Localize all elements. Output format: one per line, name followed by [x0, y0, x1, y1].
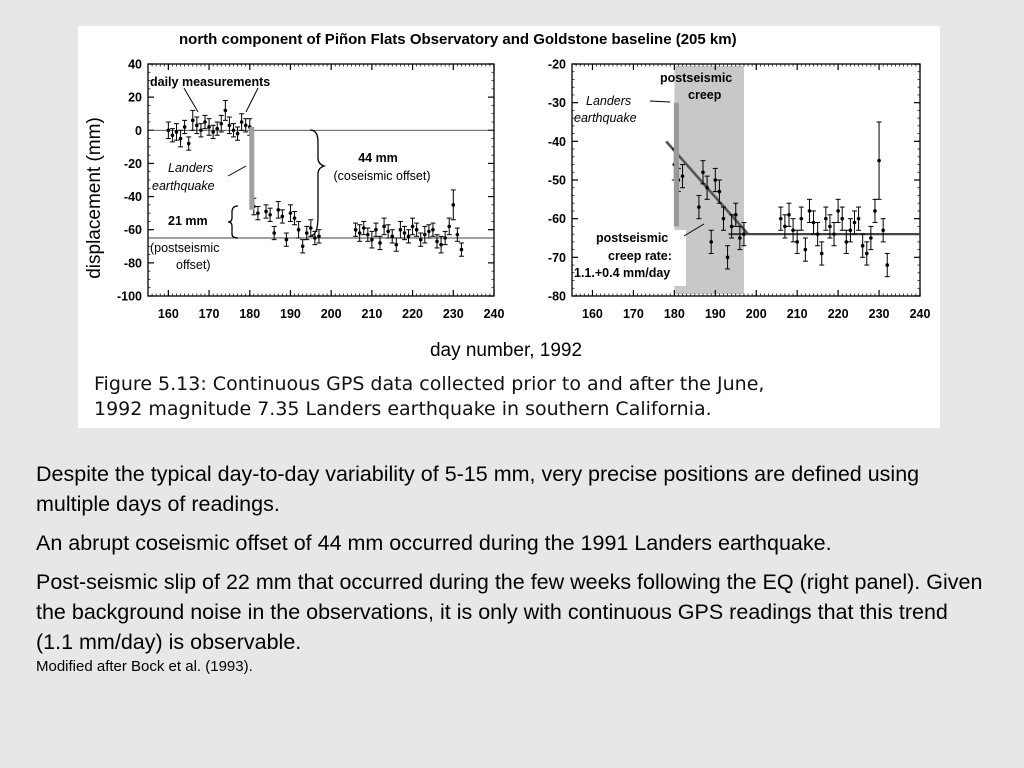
right-data-point — [742, 232, 746, 236]
left-data-point — [203, 120, 207, 124]
right-data-point — [836, 209, 840, 213]
right-data-point — [816, 232, 820, 236]
left-data-point — [386, 230, 390, 234]
left-data-point — [447, 225, 451, 229]
left-data-point — [390, 235, 394, 239]
right-data-point — [824, 217, 828, 221]
right-data-point — [709, 240, 713, 244]
left-data-point — [195, 124, 199, 128]
left-data-point — [207, 125, 211, 129]
left-ytick-label: -80 — [123, 256, 142, 271]
right-xtick-label: 220 — [827, 307, 849, 321]
right-data-point — [783, 225, 787, 229]
right-data-point — [791, 228, 795, 232]
annotation-creep-1: postseismic — [660, 71, 733, 85]
left-offset-bar — [249, 127, 254, 210]
right-ytick-label: -40 — [547, 134, 566, 149]
left-data-point — [171, 133, 175, 137]
left-data-point — [358, 231, 362, 235]
right-data-point — [718, 190, 722, 194]
left-xtick-label: 200 — [320, 307, 342, 321]
left-ytick-label: -40 — [123, 190, 142, 205]
left-data-point — [228, 124, 232, 128]
left-data-point — [431, 228, 435, 232]
right-data-point — [799, 217, 803, 221]
left-data-point — [183, 125, 187, 129]
annotation-postseismic-label-1: (postseismic — [150, 241, 220, 255]
left-xtick-label: 230 — [442, 307, 464, 321]
right-data-point — [705, 186, 709, 190]
right-data-point — [722, 217, 726, 221]
paragraph-postseismic — [36, 567, 986, 677]
right-data-point — [738, 236, 742, 240]
left-data-point — [407, 235, 411, 239]
caption-line-2: 1992 magnitude 7.35 Landers earthquake in southern California. — [94, 398, 712, 420]
right-data-point — [701, 170, 705, 174]
annotation-coseismic-value: 44 mm — [358, 151, 398, 165]
daily-arrow-right — [246, 88, 258, 112]
left-data-point — [370, 238, 374, 242]
y-axis-label: displacement (mm) — [84, 117, 105, 279]
right-data-point — [832, 232, 836, 236]
paragraph-variability: Despite the typical day-to-day variability of 5-15 mm, very precise positions are defined using multiple days of readings. — [36, 462, 920, 516]
right-data-point — [726, 256, 730, 260]
right-data-point — [812, 221, 816, 225]
left-data-point — [354, 228, 358, 232]
right-ytick-label: -50 — [547, 173, 566, 188]
left-xtick-label: 240 — [483, 307, 505, 321]
right-data-point — [857, 217, 861, 221]
annotation-postseismic-value: 21 mm — [168, 214, 208, 228]
right-data-point — [697, 205, 701, 209]
right-data-point — [795, 240, 799, 244]
annotation-landers-right-1: Landers — [586, 94, 632, 108]
right-data-point — [828, 225, 832, 229]
left-ytick-label: 40 — [128, 57, 142, 72]
left-data-point — [399, 228, 403, 232]
annotation-coseismic-label: (coseismic offset) — [333, 169, 431, 183]
left-ytick-label: 20 — [128, 90, 142, 105]
gps-chart-svg — [78, 26, 940, 428]
right-data-point — [869, 236, 873, 240]
annotation-daily-measurements: daily measurements — [150, 75, 271, 89]
annotation-landers-left-1: Landers — [168, 161, 214, 175]
left-xtick-label: 170 — [198, 307, 220, 321]
figure-caption — [94, 372, 934, 422]
left-data-point — [276, 208, 280, 212]
right-xtick-label: 160 — [582, 307, 603, 321]
right-xtick-label: 190 — [704, 307, 726, 321]
left-data-point — [443, 236, 447, 240]
right-data-point — [713, 178, 717, 182]
left-data-point — [415, 228, 419, 232]
left-xtick-label: 210 — [361, 307, 383, 321]
annotation-postseismic-label-2: offset) — [176, 258, 211, 272]
left-data-point — [366, 233, 370, 237]
left-data-point — [301, 244, 305, 248]
right-ytick-label: -80 — [547, 289, 566, 304]
daily-arrow-left — [184, 88, 198, 112]
left-data-point — [309, 226, 313, 230]
right-data-point — [681, 174, 685, 178]
left-data-point — [362, 226, 366, 230]
source-citation: Modified after Bock et al. (1993). — [36, 658, 253, 675]
chart-title: north component of Piñon Flats Observatory and Goldstone baseline (205 km) — [179, 31, 737, 48]
left-data-point — [219, 122, 223, 126]
left-data-point — [285, 238, 289, 242]
right-xtick-label: 210 — [786, 307, 808, 321]
right-data-point — [840, 217, 844, 221]
left-data-point — [297, 228, 301, 232]
right-ytick-label: -30 — [547, 96, 566, 111]
right-data-point — [779, 217, 783, 221]
left-xtick-label: 190 — [280, 307, 301, 321]
left-data-point — [395, 243, 399, 247]
left-data-point — [378, 241, 382, 245]
left-data-point — [456, 233, 460, 237]
left-data-point — [313, 236, 317, 240]
left-xtick-label: 180 — [239, 307, 261, 321]
left-xtick-label: 160 — [157, 307, 179, 321]
right-data-point — [730, 225, 734, 229]
landers-arrow-right — [650, 101, 670, 102]
right-data-point — [787, 213, 791, 217]
right-xtick-label: 200 — [745, 307, 767, 321]
right-data-point — [885, 263, 889, 267]
left-data-point — [211, 130, 215, 134]
left-data-point — [374, 228, 378, 232]
paragraph-coseismic: An abrupt coseismic offset of 44 mm occurred during the 1991 Landers earthquake. — [36, 531, 832, 555]
left-data-point — [187, 142, 191, 146]
left-data-point — [191, 119, 195, 123]
right-data-point — [873, 209, 877, 213]
left-data-point — [411, 225, 415, 229]
right-xtick-label: 180 — [663, 307, 685, 321]
annotation-landers-left-2: earthquake — [152, 179, 215, 193]
right-xtick-label: 170 — [622, 307, 644, 321]
right-data-point — [865, 252, 869, 256]
caption-line-1: Figure 5.13: Continuous GPS data collected prior to and after the June, — [94, 373, 765, 395]
paragraph-postseismic-text: Post-seismic slip of 22 mm that occurred during the few weeks following the EQ (right panel). Given the background noise in the observations, it is only with continuous GPS readings that this trend (1.1 mm/day) is observable. — [36, 570, 983, 654]
annotation-landers-right-2: earthquake — [574, 111, 637, 125]
left-xtick-label: 220 — [402, 307, 424, 321]
right-data-point — [804, 248, 808, 252]
left-data-point — [236, 132, 240, 136]
left-data-point — [224, 109, 228, 113]
left-data-point — [199, 128, 203, 132]
left-data-point — [403, 231, 407, 235]
body-text — [36, 459, 986, 677]
left-ytick-label: 0 — [135, 123, 142, 138]
right-data-point — [861, 244, 865, 248]
right-ytick-label: -20 — [547, 57, 566, 72]
right-data-point — [734, 213, 738, 217]
gps-figure — [78, 26, 940, 428]
left-data-point — [244, 124, 248, 128]
left-data-point — [281, 215, 285, 219]
left-data-point — [451, 203, 455, 207]
right-data-point — [845, 240, 849, 244]
left-data-point — [268, 213, 272, 217]
right-landers-bar — [674, 103, 679, 227]
left-ytick-label: -100 — [116, 289, 142, 304]
left-data-point — [240, 120, 244, 124]
left-data-point — [382, 225, 386, 229]
x-axis-label: day number, 1992 — [429, 340, 583, 361]
right-data-point — [820, 252, 824, 256]
left-data-point — [419, 238, 423, 242]
annotation-rate-2: creep rate: — [608, 249, 672, 263]
left-data-point — [215, 127, 219, 131]
annotation-rate-3: 1.1.+0.4 mm/day — [574, 266, 671, 280]
right-data-point — [808, 209, 812, 213]
postseismic-brace — [228, 206, 238, 238]
left-data-point — [289, 211, 293, 215]
left-data-point — [179, 137, 183, 141]
right-ytick-label: -70 — [547, 250, 566, 265]
left-data-point — [439, 243, 443, 247]
left-data-point — [460, 248, 464, 252]
landers-arrow-left — [228, 166, 246, 176]
right-xtick-label: 230 — [868, 307, 890, 321]
right-data-point — [849, 228, 853, 232]
annotation-rate-1: postseismic — [596, 231, 669, 245]
right-xtick-label: 240 — [909, 307, 931, 321]
left-data-point — [167, 128, 171, 132]
annotation-creep-2: creep — [688, 88, 722, 102]
left-data-point — [272, 231, 276, 235]
left-data-point — [256, 211, 260, 215]
left-ytick-label: -20 — [123, 156, 142, 171]
left-data-point — [293, 216, 297, 220]
left-data-point — [175, 130, 179, 134]
left-ytick-label: -60 — [123, 223, 142, 238]
left-data-point — [317, 235, 321, 239]
right-data-point — [853, 221, 857, 225]
left-data-point — [435, 240, 439, 244]
left-data-point — [232, 128, 236, 132]
left-data-point — [264, 210, 268, 214]
right-data-point — [881, 228, 885, 232]
left-data-point — [423, 233, 427, 237]
left-data-point — [427, 230, 431, 234]
right-ytick-label: -60 — [547, 212, 566, 227]
right-data-point — [877, 159, 881, 163]
left-data-point — [305, 231, 309, 235]
